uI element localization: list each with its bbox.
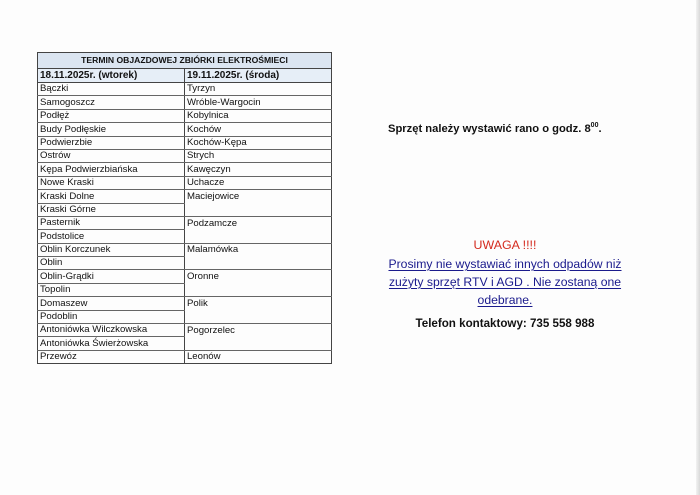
- collection-schedule-table: [37, 52, 332, 364]
- table-row: [38, 136, 332, 149]
- date-wednesday: 19.11.2025r. (środa): [184, 69, 331, 83]
- village-wednesday: [184, 257, 331, 270]
- village-tuesday: Oblin Korczunek: [38, 243, 185, 256]
- village-wednesday: Wróble-Wargocin: [184, 96, 331, 109]
- village-tuesday: Kraski Dolne: [38, 190, 185, 203]
- village-tuesday: Bączki: [38, 83, 185, 96]
- village-wednesday: Oronne: [184, 270, 331, 283]
- village-wednesday: Leonów: [184, 350, 331, 363]
- village-tuesday: Podoblin: [38, 310, 185, 323]
- table-row: [38, 230, 332, 243]
- village-wednesday: Pogorzelec: [184, 324, 331, 337]
- village-wednesday: Podzamcze: [184, 216, 331, 229]
- pickup-note-minutes: 00: [590, 122, 599, 129]
- village-tuesday: Oblin-Grądki: [38, 270, 185, 283]
- village-tuesday: Przewóz: [38, 350, 185, 363]
- village-wednesday: Kawęczyn: [184, 163, 331, 176]
- table-row: [38, 149, 332, 162]
- table-title: TERMIN OBJAZDOWEJ ZBIÓRKI ELEKTROŚMIECI: [38, 53, 332, 69]
- village-tuesday: Kępa Podwierzbiańska: [38, 163, 185, 176]
- contact-phone: Telefon kontaktowy: 735 558 988: [415, 317, 595, 330]
- table-row: [38, 123, 332, 136]
- village-wednesday: [184, 310, 331, 323]
- village-wednesday: [184, 283, 331, 296]
- village-tuesday: Podłęż: [38, 109, 185, 122]
- table-row: [38, 337, 332, 350]
- table-row: [38, 350, 332, 363]
- table-row: [38, 310, 332, 323]
- warning-line-1: Prosimy nie wystawiać innych odpadów niż: [388, 257, 622, 271]
- table-row: [38, 324, 332, 337]
- village-wednesday: [184, 230, 331, 243]
- table-row: [38, 83, 332, 96]
- village-wednesday: Kochów: [184, 123, 331, 136]
- table-row: [38, 257, 332, 270]
- warning-line-3: odebrane.: [477, 293, 533, 307]
- village-wednesday: [184, 337, 331, 350]
- warning-block: [350, 236, 660, 333]
- table-row: [38, 190, 332, 203]
- village-tuesday: Nowe Kraski: [38, 176, 185, 189]
- village-wednesday: Maciejowice: [184, 190, 331, 203]
- table-row: [38, 216, 332, 229]
- dates-row: [38, 69, 332, 83]
- village-wednesday: Tyrzyn: [184, 83, 331, 96]
- village-wednesday: [184, 203, 331, 216]
- village-wednesday: Kobylnica: [184, 109, 331, 122]
- village-wednesday: Strych: [184, 149, 331, 162]
- warning-line-2: zużyty sprzęt RTV i AGD . Nie zostaną one: [388, 275, 622, 289]
- pickup-note-suffix: .: [598, 123, 602, 135]
- scan-edge-shadow: [696, 0, 700, 495]
- table-row: [38, 203, 332, 216]
- village-tuesday: Ostrów: [38, 149, 185, 162]
- village-wednesday: Kochów-Kępa: [184, 136, 331, 149]
- date-tuesday: 18.11.2025r. (wtorek): [38, 69, 185, 83]
- table-row: [38, 109, 332, 122]
- village-tuesday: Kraski Górne: [38, 203, 185, 216]
- table-row: [38, 283, 332, 296]
- village-tuesday: Domaszew: [38, 297, 185, 310]
- pickup-time-note: [388, 122, 602, 135]
- warning-title: UWAGA !!!!: [473, 238, 537, 252]
- village-tuesday: Podstolice: [38, 230, 185, 243]
- village-tuesday: Oblin: [38, 257, 185, 270]
- village-tuesday: Budy Podłęskie: [38, 123, 185, 136]
- table-row: [38, 297, 332, 310]
- table-row: [38, 270, 332, 283]
- village-tuesday: Pasternik: [38, 216, 185, 229]
- table-row: [38, 243, 332, 256]
- village-tuesday: Podwierzbie: [38, 136, 185, 149]
- table-row: [38, 96, 332, 109]
- village-tuesday: Samogoszcz: [38, 96, 185, 109]
- village-tuesday: Topolin: [38, 283, 185, 296]
- village-tuesday: Antoniówka Świerżowska: [38, 337, 185, 350]
- village-wednesday: Uchacze: [184, 176, 331, 189]
- village-tuesday: Antoniówka Wilczkowska: [38, 324, 185, 337]
- table-row: [38, 176, 332, 189]
- village-wednesday: Malamówka: [184, 243, 331, 256]
- table-row: [38, 163, 332, 176]
- pickup-note-text: Sprzęt należy wystawić rano o godz. 8: [388, 123, 591, 135]
- village-wednesday: Polik: [184, 297, 331, 310]
